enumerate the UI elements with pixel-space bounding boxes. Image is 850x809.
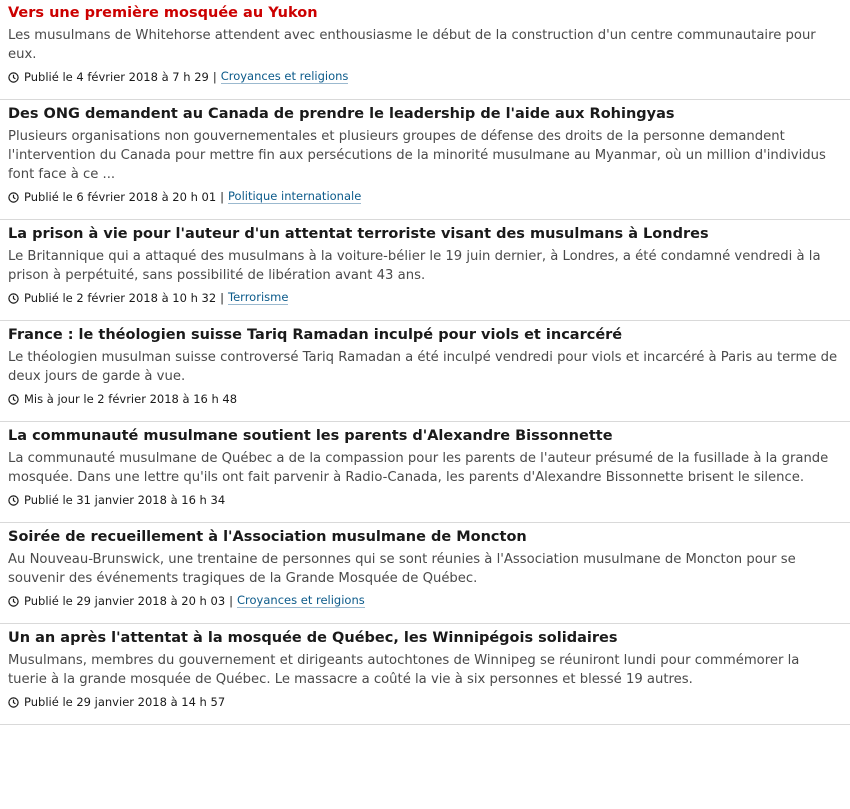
article-item [0, 0, 850, 100]
article-summary: Plusieurs organisations non gouvernementales et plusieurs groupes de défense des droits de la personne demandent l'intervention du Canada pour mettre fin aux persécutions de la minorité musulmane au Myanmar, où un million d'individus font face à ce ... [8, 129, 826, 182]
category-link[interactable]: Croyances et religions [237, 593, 365, 607]
category-link[interactable]: Croyances et religions [220, 69, 349, 83]
article-meta [8, 290, 842, 306]
article-summary: Le théologien musulman suisse controversé Tariq Ramadan a été inculpé vendredi pour viols et incarcéré à Paris au terme de deux jours de garde à vue. [8, 350, 838, 384]
article-meta [8, 391, 842, 407]
category-link[interactable]: Politique internationale [228, 189, 362, 203]
article-title-link[interactable]: France : le théologien suisse Tariq Ramadan inculpé pour viols et incarcéré [8, 327, 623, 343]
meta-separator: | [229, 594, 234, 608]
article-item [0, 624, 850, 725]
article-meta [8, 69, 842, 85]
clock-icon [8, 72, 19, 83]
article-title-link[interactable]: Des ONG demandent au Canada de prendre le leadership de l'aide aux Rohingyas [8, 106, 675, 122]
article-item [0, 220, 850, 321]
article-title-link[interactable]: Soirée de recueillement à l'Association musulmane de Moncton [8, 529, 527, 545]
publish-date: Publié le 31 janvier 2018 à 16 h 34 [24, 493, 226, 507]
clock-icon [8, 293, 19, 304]
article-meta [8, 189, 842, 205]
article-meta [8, 492, 842, 508]
meta-separator: | [220, 190, 225, 204]
clock-icon [8, 596, 19, 607]
meta-separator: | [212, 70, 217, 84]
clock-icon [8, 495, 19, 506]
article-meta [8, 593, 842, 609]
article-summary: Le Britannique qui a attaqué des musulmans à la voiture-bélier le 19 juin dernier, à Londres, a été condamné vendredi à la prison à perpétuité, sans possibilité de libération avant 43 ans. [8, 249, 821, 283]
article-title-link[interactable]: La communauté musulmane soutient les parents d'Alexandre Bissonnette [8, 428, 613, 444]
publish-date: Publié le 2 février 2018 à 10 h 32 [24, 291, 217, 305]
article-item [0, 523, 850, 624]
clock-icon [8, 394, 19, 405]
publish-date: Publié le 29 janvier 2018 à 14 h 57 [24, 695, 226, 709]
article-summary: Les musulmans de Whitehorse attendent avec enthousiasme le début de la construction d'un centre communautaire pour eux. [8, 28, 816, 62]
publish-date: Mis à jour le 2 février 2018 à 16 h 48 [24, 392, 238, 406]
clock-icon [8, 697, 19, 708]
article-title-link[interactable]: La prison à vie pour l'auteur d'un attentat terroriste visant des musulmans à Londres [8, 226, 709, 242]
article-meta [8, 694, 842, 710]
publish-date: Publié le 4 février 2018 à 7 h 29 [24, 70, 209, 84]
article-title-link[interactable]: Vers une première mosquée au Yukon [8, 5, 318, 21]
publish-date: Publié le 29 janvier 2018 à 20 h 03 [24, 594, 226, 608]
clock-icon [8, 192, 19, 203]
article-item [0, 100, 850, 220]
publish-date: Publié le 6 février 2018 à 20 h 01 [24, 190, 217, 204]
article-summary: Musulmans, membres du gouvernement et dirigeants autochtones de Winnipeg se réuniront lundi pour commémorer la tuerie à la grande mosquée de Québec. Le massacre a coûté la vie à six personnes et blessé 19 autres. [8, 653, 800, 687]
article-summary: La communauté musulmane de Québec a de la compassion pour les parents de l'auteur présumé de la fusillade à la grande mosquée. Dans une lettre qu'ils ont fait parvenir à Radio-Canada, les parents d'Alexandre Bissonnette brisent le silence. [8, 451, 829, 485]
article-item [0, 321, 850, 422]
article-item [0, 422, 850, 523]
category-link[interactable]: Terrorisme [228, 290, 289, 304]
article-summary: Au Nouveau-Brunswick, une trentaine de personnes qui se sont réunies à l'Association musulmane de Moncton pour se souvenir des événements tragiques de la Grande Mosquée de Québec. [8, 552, 796, 586]
meta-separator: | [220, 291, 225, 305]
article-title-link[interactable]: Un an après l'attentat à la mosquée de Québec, les Winnipégois solidaires [8, 630, 618, 646]
